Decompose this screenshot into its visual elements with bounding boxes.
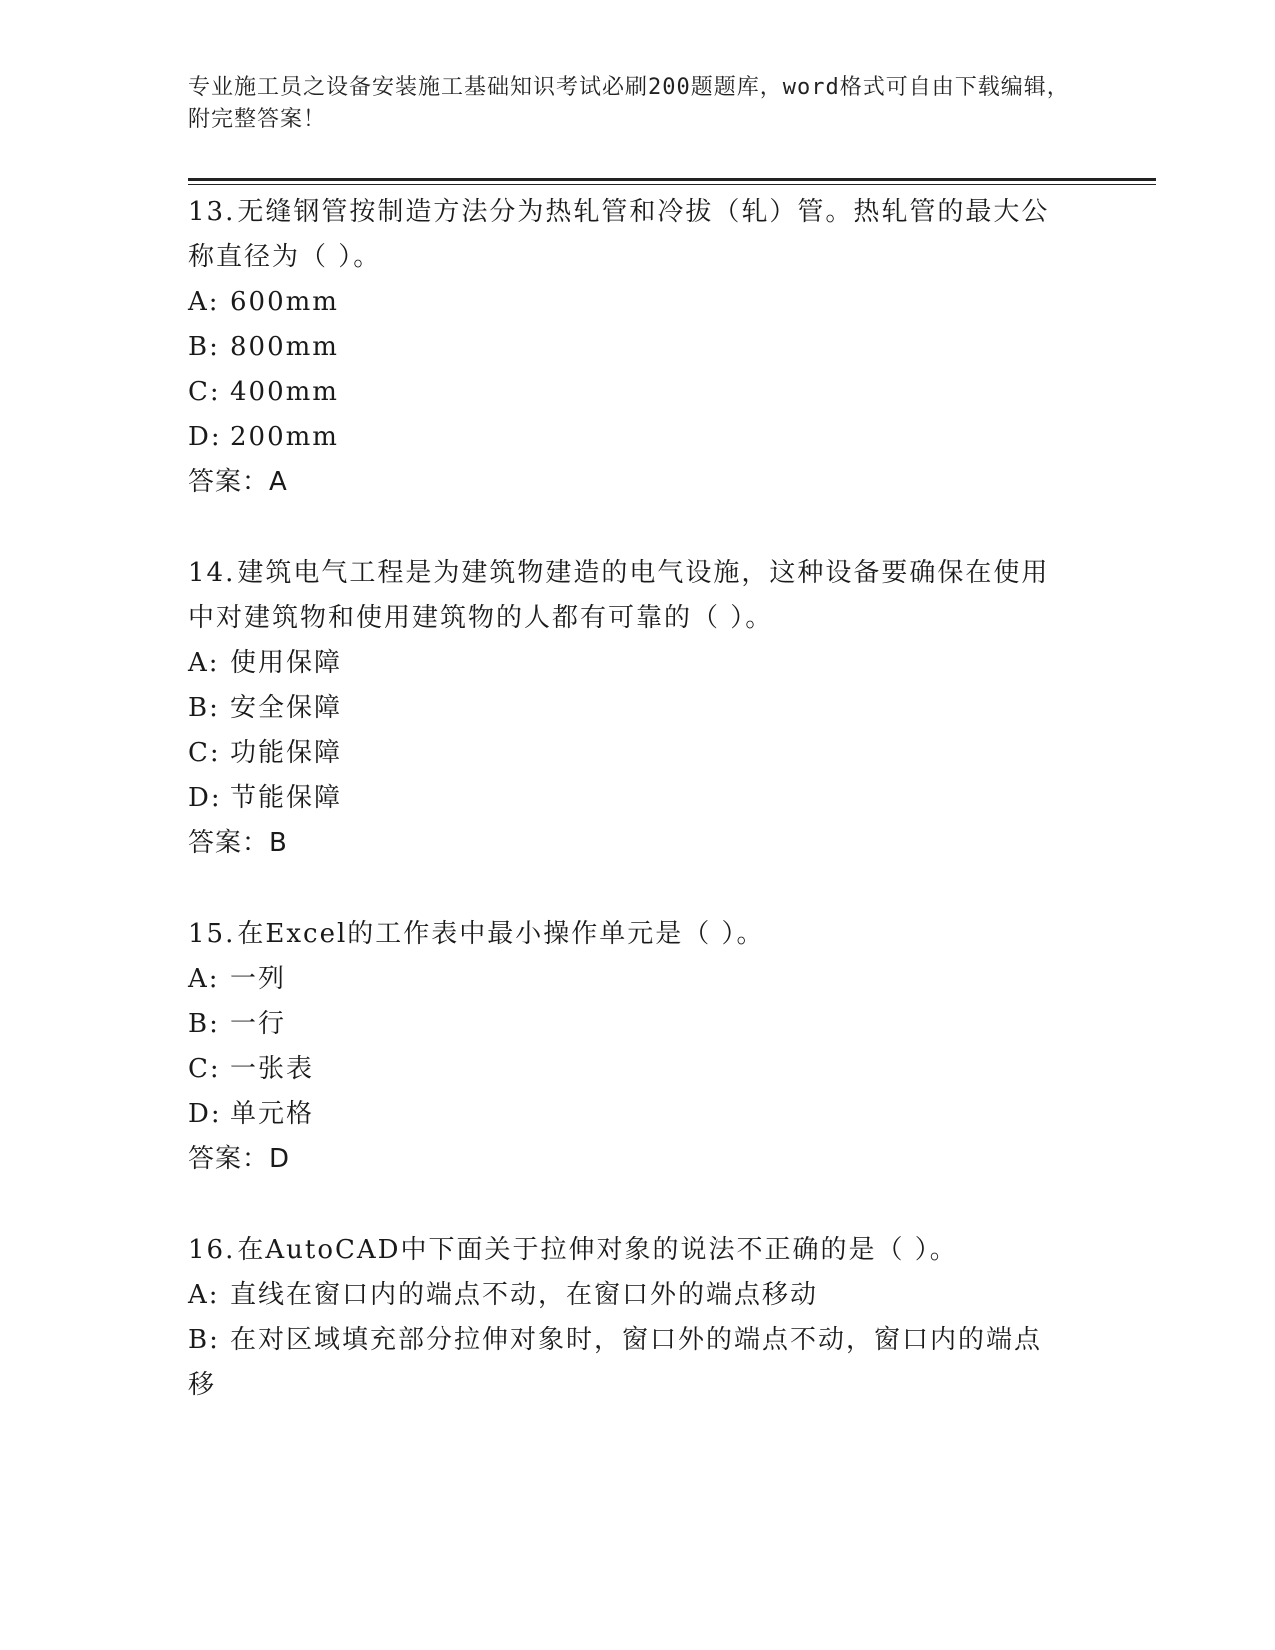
option-text: 一行 bbox=[230, 1009, 287, 1039]
option-letter: A: bbox=[188, 287, 220, 317]
option-text: 800mm bbox=[230, 332, 339, 362]
option-letter: D: bbox=[188, 783, 222, 813]
option-letter: C: bbox=[188, 377, 221, 407]
question-text bbox=[188, 1228, 1068, 1273]
question-text bbox=[188, 551, 1068, 641]
question-list bbox=[188, 190, 1068, 1454]
option-text: 一列 bbox=[230, 964, 287, 994]
option-d bbox=[188, 415, 1068, 460]
question-body: 在Excel的工作表中最小操作单元是（ ）。 bbox=[237, 919, 765, 949]
option-letter: C: bbox=[188, 738, 221, 768]
option-text: 单元格 bbox=[230, 1099, 315, 1129]
option-text: 600mm bbox=[230, 287, 339, 317]
question-16 bbox=[188, 1228, 1068, 1408]
option-text: 直线在窗口内的端点不动，在窗口外的端点移动 bbox=[230, 1280, 819, 1310]
question-body: 建筑电气工程是为建筑物建造的电气设施，这种设备要确保在使用中对建筑物和使用建筑物的人都有可靠的（ ）。 bbox=[188, 558, 1050, 633]
option-letter: A: bbox=[188, 964, 220, 994]
option-text: 200mm bbox=[230, 422, 339, 452]
question-14 bbox=[188, 551, 1068, 866]
option-text: 在对区域填充部分拉伸对象时，窗口外的端点不动，窗口内的端点移 bbox=[188, 1325, 1043, 1400]
option-b bbox=[188, 686, 1068, 731]
option-letter: D: bbox=[188, 422, 222, 452]
question-body: 在AutoCAD中下面关于拉伸对象的说法不正确的是（ ）。 bbox=[237, 1235, 958, 1265]
option-a bbox=[188, 641, 1068, 686]
option-text: 一张表 bbox=[230, 1054, 315, 1084]
question-body: 无缝钢管按制造方法分为热轧管和冷拔（轧）管。热轧管的最大公称直径为（ ）。 bbox=[188, 197, 1050, 272]
document-header: 专业施工员之设备安装施工基础知识考试必刷200题题库，word格式可自由下载编辑，附完整答案！ bbox=[188, 75, 1070, 132]
option-text: 400mm bbox=[230, 377, 339, 407]
question-15 bbox=[188, 912, 1068, 1182]
option-c bbox=[188, 731, 1068, 776]
option-d bbox=[188, 776, 1068, 821]
option-a bbox=[188, 280, 1068, 325]
answer-line: 答案：A bbox=[188, 467, 288, 497]
option-letter: C: bbox=[188, 1054, 221, 1084]
option-letter: B: bbox=[188, 1325, 220, 1355]
question-number: 15. bbox=[188, 919, 236, 949]
option-c bbox=[188, 1047, 1068, 1092]
question-number: 16. bbox=[188, 1235, 236, 1265]
option-letter: A: bbox=[188, 648, 220, 678]
option-d bbox=[188, 1092, 1068, 1137]
option-b bbox=[188, 325, 1068, 370]
question-13 bbox=[188, 190, 1068, 505]
option-text: 使用保障 bbox=[230, 648, 343, 678]
question-number: 13. bbox=[188, 197, 236, 227]
option-letter: B: bbox=[188, 332, 220, 362]
option-letter: A: bbox=[188, 1280, 220, 1310]
option-a bbox=[188, 1273, 1068, 1318]
option-text: 节能保障 bbox=[230, 783, 343, 813]
question-text bbox=[188, 190, 1068, 280]
question-number: 14. bbox=[188, 558, 236, 588]
header-divider-thin bbox=[188, 184, 1156, 185]
option-c bbox=[188, 370, 1068, 415]
option-a bbox=[188, 957, 1068, 1002]
option-b bbox=[188, 1002, 1068, 1047]
question-text bbox=[188, 912, 1068, 957]
option-text: 功能保障 bbox=[230, 738, 343, 768]
option-text: 安全保障 bbox=[230, 693, 343, 723]
answer-line: 答案：B bbox=[188, 828, 288, 858]
header-divider-thick bbox=[188, 178, 1156, 181]
option-b bbox=[188, 1318, 1068, 1408]
option-letter: B: bbox=[188, 693, 220, 723]
answer-line: 答案：D bbox=[188, 1144, 291, 1174]
option-letter: D: bbox=[188, 1099, 222, 1129]
option-letter: B: bbox=[188, 1009, 220, 1039]
